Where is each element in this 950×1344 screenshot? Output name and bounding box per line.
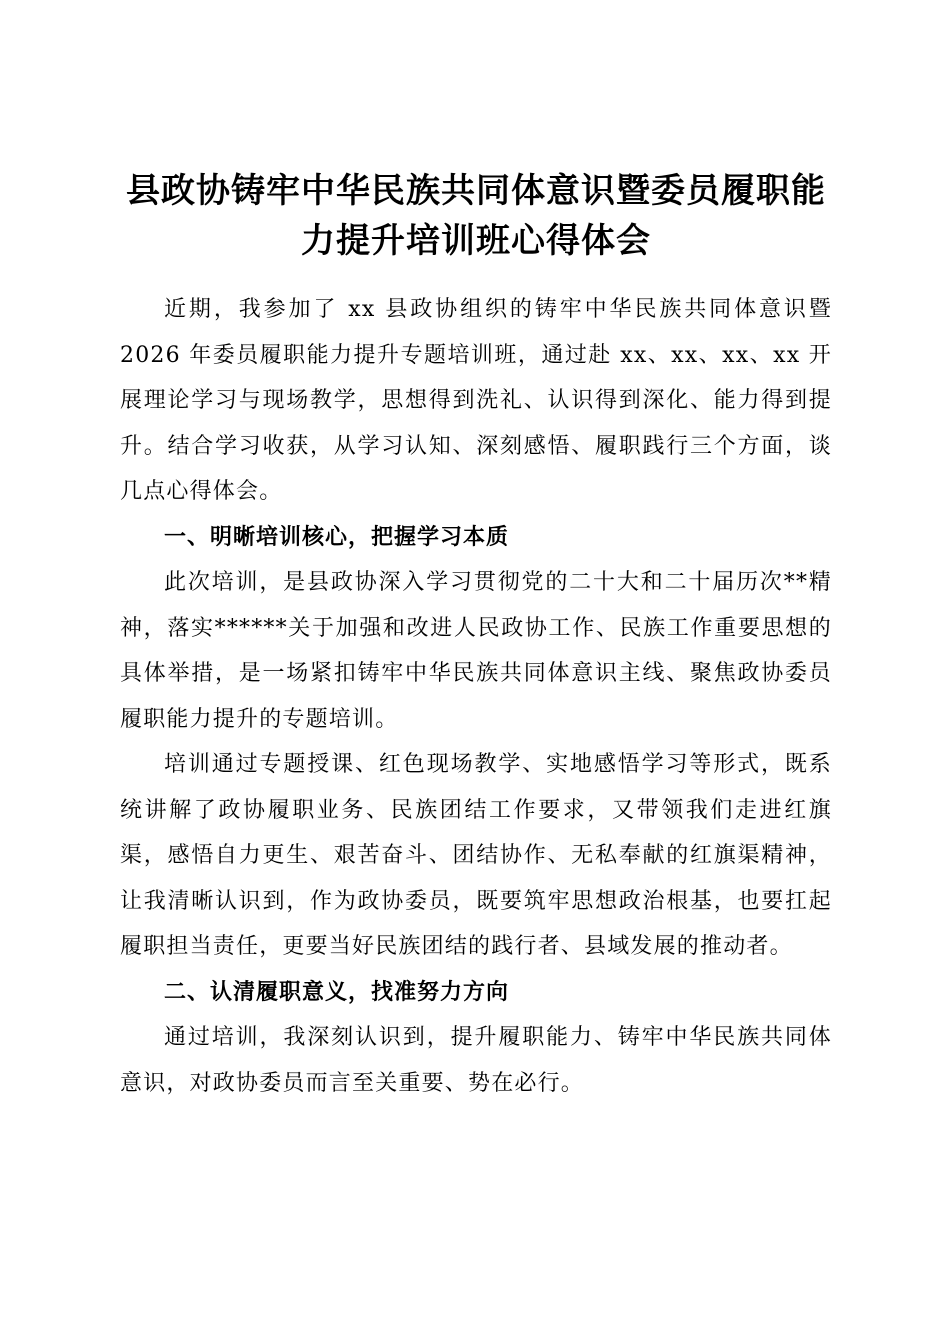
section-1-paragraph-1: 此次培训，是县政协深入学习贯彻党的二十大和二十届历次**精神，落实******关于加强和改进人民政协工作、民族工作重要思想的具体举措，是一场紧扣铸牢中华民族共同体意识主线、聚焦政协委员履职能力提升的专题培训。 xyxy=(120,570,832,732)
document-title: 县政协铸牢中华民族共同体意识暨委员履职能力提升培训班心得体会 xyxy=(126,171,826,261)
section-heading-2: 二、认清履职意义，找准努力方向 xyxy=(164,979,510,1005)
section-heading-1: 一、明晰培训核心，把握学习本质 xyxy=(164,524,510,550)
document-body xyxy=(120,287,832,1106)
section-2-paragraph-1: 通过培训，我深刻认识到，提升履职能力、铸牢中华民族共同体意识，对政协委员而言至关重要、势在必行。 xyxy=(120,1025,832,1096)
intro-paragraph: 近期，我参加了 xx 县政协组织的铸牢中华民族共同体意识暨 2026 年委员履职能力提升专题培训班，通过赴 xx、xx、xx、xx 开展理论学习与现场教学，思想得到洗礼、认识得到深化、能力得到提升。结合学习收获，从学习认知、深刻感悟、履职践行三个方面，谈几点心得体会。 xyxy=(120,297,832,504)
section-1-paragraph-2: 培训通过专题授课、红色现场教学、实地感悟学习等形式，既系统讲解了政协履职业务、民族团结工作要求，又带领我们走进红旗渠，感悟自力更生、艰苦奋斗、团结协作、无私奉献的红旗渠精神，让我清晰认识到，作为政协委员，既要筑牢思想政治根基，也要扛起履职担当责任，更要当好民族团结的践行者、县域发展的推动者。 xyxy=(120,752,832,959)
